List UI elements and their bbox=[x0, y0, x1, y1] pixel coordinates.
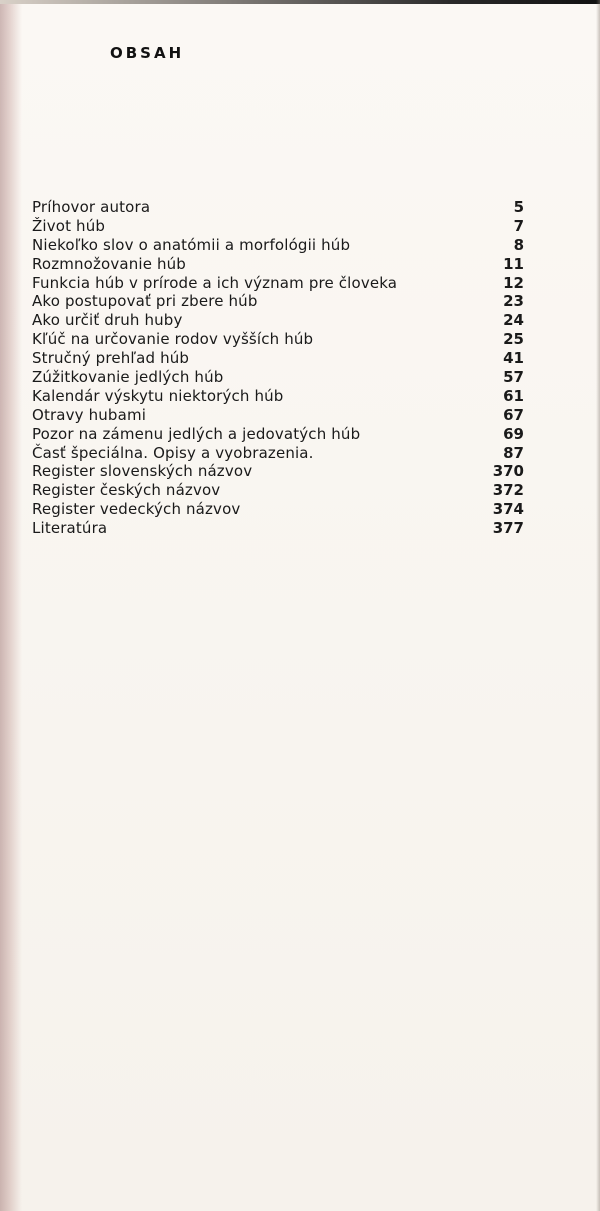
page-top-edge bbox=[0, 0, 600, 4]
toc-entry-title: Život húb bbox=[32, 216, 106, 235]
toc-entry bbox=[32, 462, 524, 481]
toc-entry bbox=[32, 236, 524, 255]
toc-entry-title: Ako postupovať pri zbere húb bbox=[32, 292, 258, 311]
toc-entry-page-number: 24 bbox=[503, 311, 524, 330]
toc-entry bbox=[32, 330, 524, 349]
toc-entry-title: Zúžitkovanie jedlých húb bbox=[32, 368, 224, 387]
toc-entry-title: Kľúč na určovanie rodov vyšších húb bbox=[32, 330, 314, 349]
toc-entry-page-number: 5 bbox=[513, 198, 524, 216]
toc-entry bbox=[32, 311, 524, 330]
toc-entry-page-number: 67 bbox=[503, 405, 524, 424]
toc-entry-page-number: 57 bbox=[503, 368, 524, 387]
toc-entry-title: Kalendár výskytu niektorých húb bbox=[32, 386, 284, 405]
toc-entry-page-number: 11 bbox=[503, 254, 524, 273]
toc-entry-page-number: 7 bbox=[513, 216, 524, 235]
toc-entry bbox=[32, 274, 524, 293]
toc-entry bbox=[32, 481, 524, 500]
toc-entry bbox=[32, 368, 524, 387]
toc-entry-title: Stručný prehľad húb bbox=[32, 349, 190, 368]
toc-entry-page-number: 23 bbox=[503, 292, 524, 311]
toc-entry-page-number: 69 bbox=[503, 424, 524, 443]
toc-entry bbox=[32, 406, 524, 425]
toc-entry bbox=[32, 349, 524, 368]
toc-entry-page-number: 377 bbox=[492, 519, 524, 538]
toc-entry bbox=[32, 387, 524, 406]
toc-entry-page-number: 25 bbox=[503, 330, 524, 349]
toc-entry bbox=[32, 217, 524, 236]
page-right-edge bbox=[596, 0, 600, 1211]
toc-entry bbox=[32, 519, 524, 538]
toc-entry bbox=[32, 425, 524, 444]
toc-entry-title: Rozmnožovanie húb bbox=[32, 254, 186, 273]
toc-entry-title: Register českých názvov bbox=[32, 481, 221, 500]
contents-heading: OBSAH bbox=[110, 44, 185, 62]
toc-entry-title: Časť špeciálna. Opisy a vyobrazenia. bbox=[32, 443, 314, 462]
toc-entry-page-number: 41 bbox=[503, 349, 524, 368]
toc-entry bbox=[32, 292, 524, 311]
toc-entry-page-number: 370 bbox=[492, 462, 524, 481]
toc-entry-page-number: 12 bbox=[503, 273, 524, 292]
toc-entry-title: Register vedeckých názvov bbox=[32, 500, 241, 519]
toc-entry bbox=[32, 255, 524, 274]
table-of-contents bbox=[32, 198, 524, 538]
toc-entry-page-number: 8 bbox=[513, 235, 524, 254]
toc-entry-title: Pozor na zámenu jedlých a jedovatých húb bbox=[32, 424, 361, 443]
toc-entry-title: Register slovenských názvov bbox=[32, 462, 253, 481]
toc-entry-page-number: 87 bbox=[503, 443, 524, 462]
toc-entry-page-number: 372 bbox=[492, 481, 524, 500]
toc-entry-title: Ako určiť druh huby bbox=[32, 311, 183, 330]
toc-entry-title: Otravy hubami bbox=[32, 405, 147, 424]
toc-entry-title: Literatúra bbox=[32, 519, 108, 538]
toc-entry-title: Príhovor autora bbox=[32, 198, 151, 216]
toc-entry-title: Funkcia húb v prírode a ich význam pre človeka bbox=[32, 273, 398, 292]
toc-entry-page-number: 61 bbox=[503, 386, 524, 405]
toc-entry bbox=[32, 444, 524, 463]
toc-entry-title: Niekoľko slov o anatómii a morfológii húb bbox=[32, 235, 351, 254]
toc-entry bbox=[32, 198, 524, 217]
toc-entry bbox=[32, 500, 524, 519]
toc-entry-page-number: 374 bbox=[492, 500, 524, 519]
